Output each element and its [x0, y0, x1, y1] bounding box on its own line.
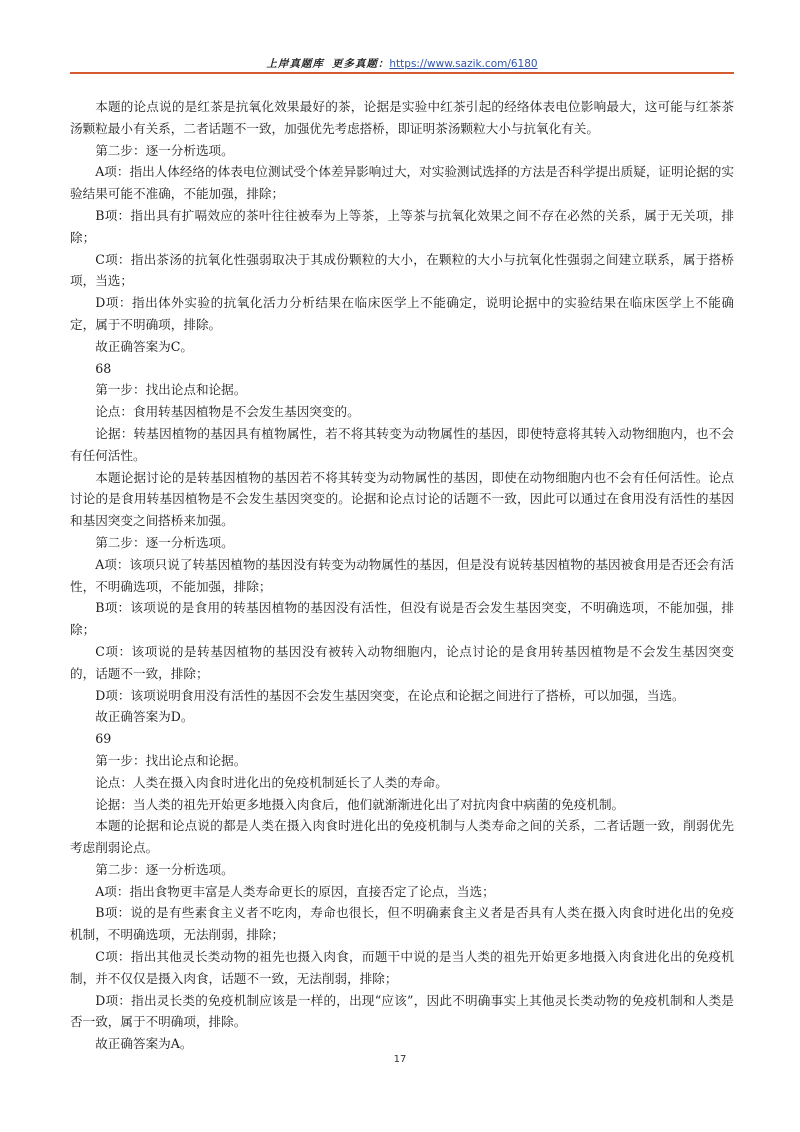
paragraph: B项：指出具有扩嗝效应的茶叶往往被奉为上等茶，上等茶与抗氧化效果之间不存在必然的关系，属于无关项，排除；: [70, 207, 734, 245]
header-link[interactable]: https://www.sazik.com/6180: [389, 58, 538, 70]
paragraph: 论点：人类在摄入肉食时进化出的免疫机制延长了人类的寿命。: [95, 774, 448, 790]
paragraph: C项：指出其他灵长类动物的祖先也摄入肉食，而题干中说的是当人类的祖先开始更多地摄入肉食进化出的免疫机制，并不仅仅是摄入肉食，话题不一致，无法削弱，排除；: [70, 949, 734, 986]
paragraph: D项：该项说明食用没有活性的基因不会发生基因突变，在论点和论据之间进行了搭桥，可以加强，当选。: [95, 687, 685, 703]
paragraph: C项：指出茶汤的抗氧化性强弱取决于其成份颗粒的大小，在颗粒的大小与抗氧化性强弱之间建立联系，属于搭桥项，当选；: [70, 251, 734, 289]
paragraph: B项：该项说的是食用的转基因植物的基因没有活性，但没有说是否会发生基因突变，不明确选项，不能加强，排除；: [70, 600, 734, 638]
paragraph: A项：指出人体经络的体表电位测试受个体差异影响过大，对实验测试选择的方法是否科学提出质疑，证明论据的实验结果可能不准确，不能加强，排除；: [70, 164, 734, 202]
document-body: [70, 96, 734, 1055]
page-number: 17: [393, 1054, 407, 1065]
paragraph: 论据：转基因植物的基因具有植物属性，若不将其转变为动物属性的基因，即使特意将其转入动物细胞内，也不会有任何活性。: [70, 425, 734, 463]
paragraph: A项：该项只说了转基因植物的基因没有转变为动物属性的基因，但是没有说转基因植物的基因被食用是否还会有活性，不明确选项，不能加强，排除；: [70, 556, 734, 594]
answer-line: 故正确答案为A。: [95, 1036, 193, 1052]
header-more-label: 更多真题：: [331, 58, 390, 70]
paragraph: B项：说的是有些素食主义者不吃肉，寿命也很长，但不明确素食主义者是否具有人类在摄入肉食时进化出的免疫机制，不明确选项，无法削弱，排除；: [70, 905, 734, 943]
page-header: [70, 56, 734, 71]
paragraph: 第一步：找出论点和论据。: [95, 752, 247, 768]
paragraph: 第二步：逐一分析选项。: [95, 142, 234, 158]
paragraph: 论据：当人类的祖先开始更多地摄入肉食后，他们就渐渐进化出了对抗肉食中病菌的免疫机制。: [95, 796, 625, 812]
question-number: 68: [95, 360, 112, 376]
paragraph: D项：指出体外实验的抗氧化活力分析结果在临床医学上不能确定，说明论据中的实验结果在临床医学上不能确定，属于不明确项，排除。: [70, 295, 734, 332]
paragraph: 第二步：逐一分析选项。: [95, 534, 234, 550]
paragraph: A项：指出食物更丰富是人类寿命更长的原因，直接否定了论点，当选；: [95, 883, 495, 899]
answer-line: 故正确答案为C。: [95, 338, 193, 354]
paragraph: 本题的论据和论点说的都是人类在摄入肉食时进化出的免疫机制与人类寿命之间的关系，二者话题一致，削弱优先考虑削弱论点。: [70, 818, 734, 856]
paragraph: 本题的论点说的是红茶是抗氧化效果最好的茶，论据是实验中红茶引起的经络体表电位影响最大，这可能与红茶茶汤颗粒最小有关系，二者话题不一致，加强优先考虑搭桥，即证明茶汤颗粒大小与抗氧化有关。: [70, 99, 734, 136]
header-brand: 上岸真题库: [266, 58, 324, 70]
paragraph: D项：指出灵长类的免疫机制应该是一样的，出现“应该”，因此不明确事实上其他灵长类动物的免疫机制和人类是否一致，属于不明确项，排除。: [70, 992, 734, 1030]
header-divider: [70, 72, 734, 74]
question-number: 69: [95, 731, 112, 747]
answer-line: 故正确答案为D。: [95, 709, 194, 725]
paragraph: 第二步：逐一分析选项。: [95, 861, 234, 877]
paragraph: 论点：食用转基因植物是不会发生基因突变的。: [95, 404, 360, 420]
paragraph: 本题论据讨论的是转基因植物的基因若不将其转变为动物属性的基因，即使在动物细胞内也不会有任何活性。论点讨论的是食用转基因植物是不会发生基因突变的。论据和论点讨论的话题不一致，因此可以通过在食用没有活性的基因和基因突变之间搭桥来加强。: [70, 469, 734, 529]
paragraph: C项：该项说的是转基因植物的基因没有被转入动物细胞内，论点讨论的是食用转基因植物是不会发生基因突变的，话题不一致，排除；: [70, 643, 734, 681]
paragraph: 第一步：找出论点和论据。: [95, 382, 247, 398]
